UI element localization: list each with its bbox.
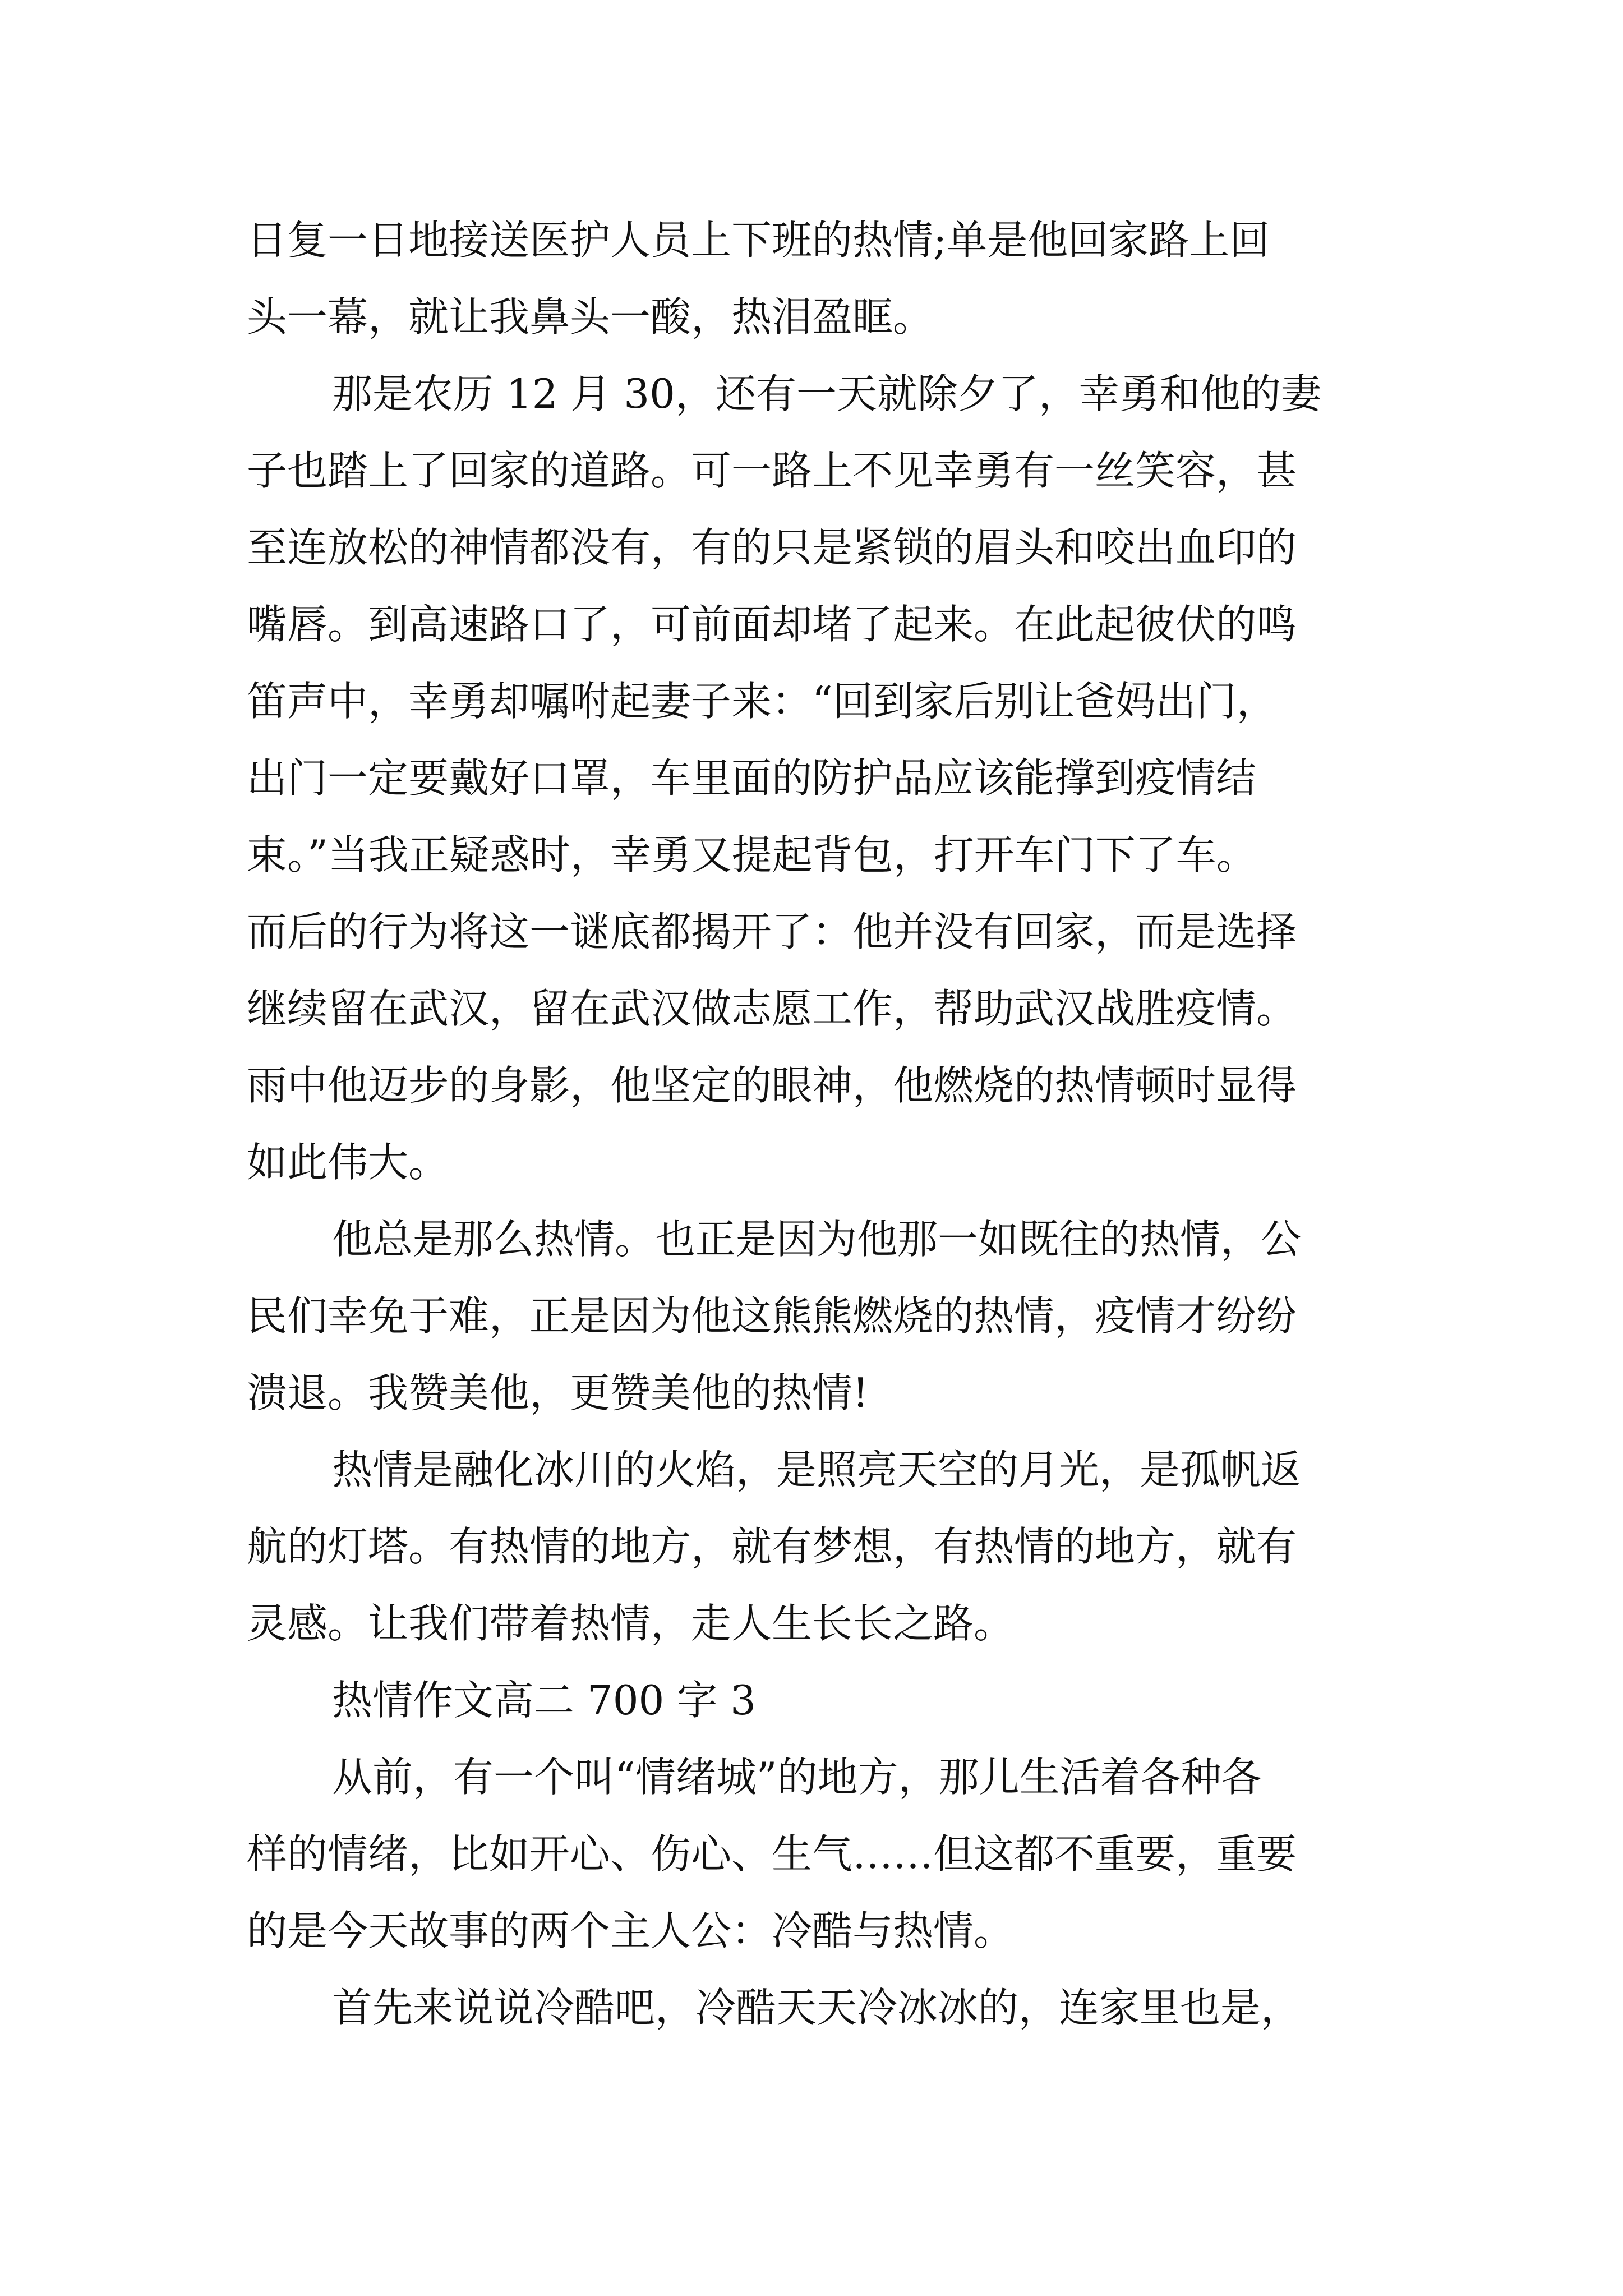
text-line: 热情作文高二 700 字 3	[332, 1677, 756, 1724]
text-line: 热情是融化冰川的火焰，是照亮天空的月光，是孤帆返	[332, 1446, 1302, 1493]
text-line: 子也踏上了回家的道路。可一路上不见幸勇有一丝笑容，甚	[247, 447, 1297, 494]
text-line: 笛声中，幸勇却嘱咐起妻子来：“回到家后别让爸妈出门，	[247, 678, 1277, 725]
text-line: 他总是那么热情。也正是因为他那一如既往的热情，公	[332, 1216, 1302, 1263]
text-line: 而后的行为将这一谜底都揭开了：他并没有回家，而是选择	[247, 908, 1297, 955]
text-line: 继续留在武汉，留在武汉做志愿工作，帮助武汉战胜疫情。	[247, 985, 1297, 1032]
text-line: 溃退。我赞美他，更赞美他的热情!	[247, 1369, 869, 1416]
text-line: 至连放松的神情都没有，有的只是紧锁的眉头和咬出血印的	[247, 524, 1297, 571]
document-body	[247, 202, 1396, 2046]
text-line: 首先来说说冷酷吧，冷酷天天冷冰冰的，连家里也是，	[332, 1984, 1302, 2031]
text-line: 雨中他迈步的身影，他坚定的眼神，他燃烧的热情顿时显得	[247, 1062, 1297, 1109]
text-line: 的是今天故事的两个主人公：冷酷与热情。	[247, 1907, 1015, 1954]
text-line: 航的灯塔。有热情的地方，就有梦想，有热情的地方，就有	[247, 1523, 1297, 1570]
text-line: 束。”当我正疑惑时，幸勇又提起背包，打开车门下了车。	[247, 831, 1257, 878]
text-line: 样的情绪，比如开心、伤心、生气……但这都不重要，重要	[247, 1830, 1297, 1878]
text-line: 日复一日地接送医护人员上下班的热情;单是他回家路上回	[247, 217, 1270, 264]
text-line: 出门一定要戴好口罩，车里面的防护品应该能撑到疫情结	[247, 754, 1257, 802]
text-line: 头一幕，就让我鼻头一酸，热泪盈眶。	[247, 293, 934, 341]
text-line: 如此伟大。	[247, 1139, 449, 1186]
text-line: 那是农历 12 月 30，还有一天就除夕了，幸勇和他的妻	[332, 370, 1321, 417]
text-line: 灵感。让我们带着热情，走人生长长之路。	[247, 1600, 1015, 1647]
text-line: 民们幸免于难，正是因为他这熊熊燃烧的热情，疫情才纷纷	[247, 1292, 1297, 1340]
text-line: 从前，有一个叫“情绪城”的地方，那儿生活着各种各	[332, 1754, 1262, 1801]
text-line: 嘴唇。到高速路口了，可前面却堵了起来。在此起彼伏的鸣	[247, 601, 1297, 648]
